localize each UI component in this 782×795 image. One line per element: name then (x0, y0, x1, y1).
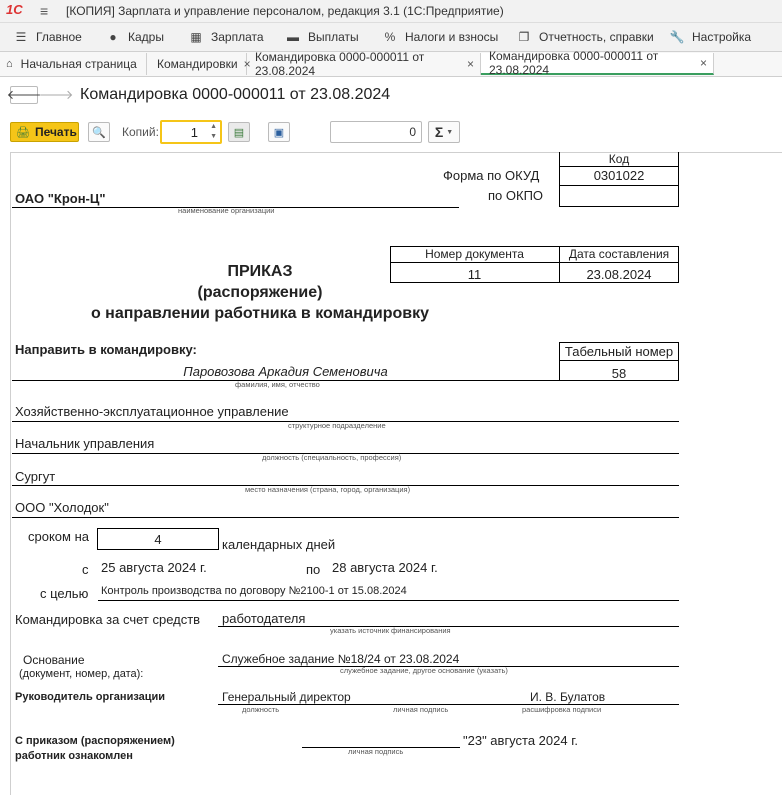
doc-number: 11 (467, 267, 482, 282)
basis-label: Основание (23, 653, 85, 667)
tab-trips-list[interactable]: Командировки × (147, 53, 247, 75)
copies-input[interactable]: 1 ▲ ▼ (160, 120, 222, 144)
sigma-icon: Σ (434, 124, 444, 140)
term-value: 4 (154, 532, 162, 547)
order-purpose-title: о направлении работника в командировку (90, 305, 430, 322)
okpo-label: по ОКПО (488, 188, 544, 203)
position: Начальник управления (15, 436, 155, 451)
menu-icon: ☰ (15, 30, 27, 44)
ack-label: С приказом (распоряжением) (15, 735, 175, 747)
menu-main[interactable]: ☰ Главное (15, 30, 82, 44)
menu-taxes[interactable]: % Налоги и взносы (384, 30, 499, 44)
tab-trip-print[interactable]: Командировка 0000-000011 от 23.08.2024 × (481, 53, 714, 75)
to-date: 28 августа 2024 г. (332, 560, 438, 575)
close-icon[interactable]: × (699, 56, 707, 70)
home-icon: ⌂ (6, 58, 13, 70)
printer-icon: 🖨 (16, 126, 30, 139)
sum-mode-button[interactable] (428, 121, 460, 143)
preview-button[interactable] (88, 122, 110, 142)
menu-reports[interactable]: ❐ Отчетность, справки (518, 30, 654, 44)
edit-mode-button[interactable] (228, 122, 250, 142)
percent-icon: % (384, 30, 396, 44)
tab-trip-doc[interactable]: Командировка 0000-000011 от 23.08.2024 × (247, 53, 481, 75)
destination-city: Сургут (15, 469, 56, 484)
arrow-right-icon: 🡒 (38, 87, 74, 102)
okud-label: Форма по ОКУД (443, 168, 540, 183)
okud-value: 0301022 (593, 168, 645, 183)
floppy-icon: ▣ (273, 126, 285, 139)
code-header: Код (608, 152, 630, 166)
hamburger-icon[interactable]: ≡ (40, 3, 49, 19)
destination-org: ООО "Холодок" (15, 500, 109, 515)
doc-number-header: Номер документа (425, 247, 524, 261)
employee-name: Паровозова Аркадия Семеновича (183, 364, 388, 379)
close-icon[interactable]: × (466, 57, 474, 71)
basis-value: Служебное задание №18/24 от 23.08.2024 (222, 652, 460, 666)
magnifier-icon: 🔍 (92, 126, 106, 139)
funding-hint: указать источник финансирования (330, 626, 451, 635)
chevron-down-icon: ▼ (446, 128, 454, 136)
ack-date: "23" августа 2024 г. (463, 733, 578, 748)
order-title: ПРИКАЗ (227, 263, 293, 280)
from-label: с (82, 562, 89, 577)
position-hint: должность (специальность, профессия) (262, 453, 402, 462)
org-hint: наименование организации (178, 206, 275, 215)
arrow-left-icon: 🡐 (6, 87, 42, 102)
purpose-label: с целью (40, 586, 89, 601)
doc-date: 23.08.2024 (586, 267, 652, 282)
calculator-icon: ▦ (190, 30, 202, 44)
people-icon: ● (109, 30, 117, 44)
org-name: ОАО "Крон-Ц" (15, 191, 106, 206)
tab-home[interactable]: ⌂ Начальная страница (0, 53, 147, 75)
head-decoding-hint: расшифровка подписи (522, 705, 602, 714)
head-position-hint: должность (242, 705, 280, 714)
send-label: Направить в командировку: (15, 342, 197, 357)
close-icon[interactable]: × (243, 57, 251, 71)
order-subtitle: (распоряжение) (197, 284, 323, 301)
head-signature-hint: личная подпись (393, 705, 449, 714)
reports-icon: ❐ (518, 30, 530, 44)
forward-button[interactable] (38, 86, 74, 104)
head-label: Руководитель организации (15, 691, 166, 703)
tab-number: 58 (611, 366, 627, 381)
purpose: Контроль производства по договору №2100-1 от 15.08.2024 (101, 585, 407, 597)
title-bar (0, 0, 782, 23)
tab-number-header: Табельный номер (564, 344, 674, 359)
menu-settings[interactable]: 🔧 Настройка (669, 30, 752, 44)
wrench-icon: 🔧 (669, 30, 685, 44)
edit-table-icon: ▤ (233, 126, 245, 139)
employee-hint: фамилия, имя, отчество (235, 380, 320, 389)
department: Хозяйственно-эксплуатационное управление (15, 404, 289, 419)
wallet-icon: ▬ (287, 30, 299, 44)
print-button[interactable]: 🖨 Печать (10, 122, 79, 142)
copies-label: Копий: (122, 125, 159, 139)
funding-value: работодателя (222, 611, 306, 626)
ack-signature-hint: личная подпись (348, 747, 404, 756)
term-unit: календарных дней (222, 537, 336, 552)
page-title: Командировка 0000-000011 от 23.08.2024 (80, 86, 391, 103)
destination-hint: место назначения (страна, город, организация) (245, 485, 411, 494)
save-button[interactable] (268, 122, 290, 142)
stepper-icon[interactable]: ▲ ▼ (210, 123, 217, 140)
department-hint: структурное подразделение (288, 421, 386, 430)
to-label: по (306, 562, 321, 577)
head-name: И. В. Булатов (530, 690, 606, 704)
menu-hr[interactable]: ● Кадры (106, 26, 164, 48)
menu-payments[interactable]: ▬ Выплаты (287, 30, 359, 44)
ack-label-2: работник ознакомлен (15, 750, 133, 762)
sum-field[interactable]: 0 (330, 121, 422, 143)
basis-sublabel: (документ, номер, дата): (19, 668, 144, 680)
head-position: Генеральный директор (222, 690, 351, 704)
back-button[interactable] (6, 86, 42, 104)
from-date: 25 августа 2024 г. (101, 560, 207, 575)
funding-label: Командировка за счет средств (15, 612, 201, 627)
doc-date-header: Дата составления (568, 247, 670, 261)
window-title: [КОПИЯ] Зарплата и управление персоналом, редакция 3.1 (1С:Предприятие) (66, 4, 504, 18)
term-label: сроком на (28, 529, 89, 544)
menu-salary[interactable]: ▦ Зарплата (190, 30, 264, 44)
basis-hint: служебное задание, другое основание (указать) (340, 666, 508, 675)
app-logo[interactable]: 1С (6, 2, 23, 17)
